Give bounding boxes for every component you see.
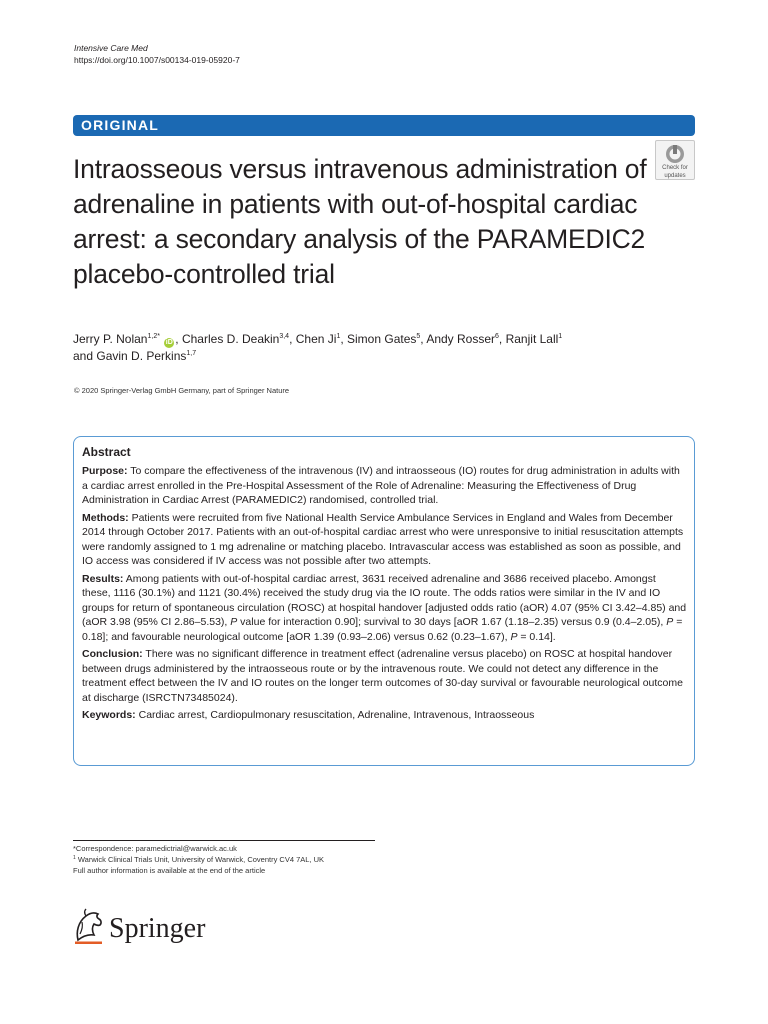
full-author-info-note: Full author information is available at the end of the article bbox=[73, 866, 266, 875]
check-for-updates-label-2: updates bbox=[664, 172, 686, 179]
author-name[interactable]: Chen Ji bbox=[295, 332, 337, 346]
author-name[interactable]: Jerry P. Nolan bbox=[73, 332, 148, 346]
affiliation-number: 1 bbox=[73, 855, 76, 861]
conclusion-text: There was no significant difference in treatment effect (adrenaline versus placebo) on ROSC at hospital handover between drugs administered by the intraosseous route or by the intravenous route. We could not detect any difference in the treatment effect between the IV and IO routes on the longer term outcomes of 30-day survival or favourable neurological outcome at discharge (ISRCTN73485024). bbox=[82, 648, 683, 704]
abstract-keywords bbox=[82, 708, 687, 723]
abstract-methods bbox=[82, 511, 687, 569]
author-name[interactable]: Andy Rosser bbox=[426, 332, 496, 346]
purpose-label: Purpose: bbox=[82, 465, 128, 477]
journal-header bbox=[74, 43, 240, 66]
results-text: Among patients with out-of-hospital cardiac arrest, 3631 received adrenaline and 3686 received placebo. Amongst these, 1116 (30.1%) and 1121 (30.4%) received the study drug via the IO route. The odds ratios were similar in the IV and IO groups for return of spontaneous circulation (ROSC) at hospital handover [adjusted odds ratio (aOR) 4.07 (95% CI 3.42–4.85) and (aOR 3.98 (95% CI 2.86–5.53), bbox=[82, 572, 687, 628]
abstract-heading: Abstract bbox=[82, 445, 131, 459]
author-affiliation: 1,2* bbox=[147, 333, 160, 340]
check-for-updates-label-1: Check for bbox=[662, 165, 688, 171]
results-text: = 0.14]. bbox=[517, 630, 556, 643]
author-affiliation: 5 bbox=[416, 333, 421, 340]
author-affiliation: 1 bbox=[558, 333, 563, 340]
affiliation-text: Warwick Clinical Trials Unit, University of Warwick, Coventry CV4 7AL, UK bbox=[75, 855, 325, 864]
author-name[interactable]: Simon Gates bbox=[347, 332, 417, 346]
article-type-banner: ORIGINAL bbox=[73, 115, 695, 136]
author-name[interactable]: Ranjit Lall bbox=[505, 332, 559, 346]
author-list: Jerry P. Nolan$^{1,2*}$ iD , Charles D. Deakin$^{3,4}$, Chen Ji$^1$, Simon Gates$^5$, Andy Rosser$^6$, Ranjit Lall$^1$ and Gavin D. Perkins$^{1,7}$ bbox=[73, 332, 563, 363]
p-value-symbol: P bbox=[666, 616, 674, 628]
keywords-text: Cardiac arrest, Cardiopulmonary resuscitation, Adrenaline, Intravenous, Intraosseous bbox=[138, 709, 535, 721]
orcid-icon[interactable]: iD bbox=[165, 339, 173, 346]
check-for-updates-badge[interactable] bbox=[655, 140, 695, 180]
springer-horse-icon bbox=[72, 908, 106, 946]
correspondence-email[interactable]: *Correspondence: paramedictrial@warwick.ac.uk bbox=[73, 844, 237, 853]
copyright-notice: © 2020 Springer-Verlag GmbH Germany, part of Springer Nature bbox=[74, 386, 290, 395]
author-name[interactable]: Charles D. Deakin bbox=[181, 332, 280, 346]
results-label: Results: bbox=[82, 572, 124, 585]
footnotes bbox=[73, 840, 375, 876]
purpose-text: To compare the effectiveness of the intravenous (IV) and intraosseous (IO) routes for drug administration in adults with a cardiac arrest enrolled in the Pre-Hospital Assessment of the Role of Adrenaline: Measuring the Effectiveness of Drug Administration in Cardiac Arrest (PARAMEDIC2) randomised, controlled trial. bbox=[82, 465, 680, 506]
author-name[interactable]: Gavin D. Perkins bbox=[96, 349, 187, 363]
methods-text: Patients were recruited from five National Health Service Ambulance Services in England and Wales from December 2014 through October 2017. Patients with an out-of-hospital cardiac arrest who were unresponsive to initial resuscitation attempts were randomly assigned to 1 mg adrenaline or matching placebo. Intravascular access was established as soon as possible, and IO access was considered if IV access was not possible after two attempts. bbox=[82, 511, 684, 567]
article-title: Intraosseous versus intravenous administration of adrenaline in patients with out-of-hospital cardiac arrest: a secondary analysis of the PARAMEDIC2 placebo-controlled trial bbox=[73, 154, 647, 289]
abstract-purpose bbox=[82, 464, 687, 508]
methods-label: Methods: bbox=[82, 511, 129, 524]
p-value-symbol: P bbox=[510, 630, 518, 643]
abstract-conclusion bbox=[82, 647, 687, 705]
author-affiliation: 1,7 bbox=[186, 350, 197, 357]
results-text: = 0.18]; and favourable neurological outcome [aOR 1.39 (0.93–2.06) versus 0.62 (0.23–1.67), bbox=[82, 616, 683, 643]
springer-wordmark: Springer bbox=[109, 913, 206, 944]
p-value-symbol: P bbox=[230, 616, 238, 628]
abstract-results bbox=[82, 572, 687, 645]
author-affiliation: 1 bbox=[336, 333, 341, 340]
check-updates-icon bbox=[665, 144, 685, 164]
journal-name: Intensive Care Med bbox=[74, 43, 148, 53]
affiliation-note bbox=[73, 854, 375, 865]
conclusion-label: Conclusion: bbox=[82, 648, 143, 660]
author-affiliation: 3,4 bbox=[279, 333, 290, 340]
results-text: value for interaction 0.90]; survival to 30 days [aOR 1.67 (1.18–2.35) versus 0.9 (0.4–2.05), bbox=[237, 616, 667, 628]
abstract-box bbox=[73, 436, 695, 766]
author-affiliation: 6 bbox=[495, 333, 499, 340]
doi-link[interactable]: https://doi.org/10.1007/s00134-019-05920-7 bbox=[74, 54, 240, 65]
keywords-label: Keywords: bbox=[82, 709, 136, 721]
